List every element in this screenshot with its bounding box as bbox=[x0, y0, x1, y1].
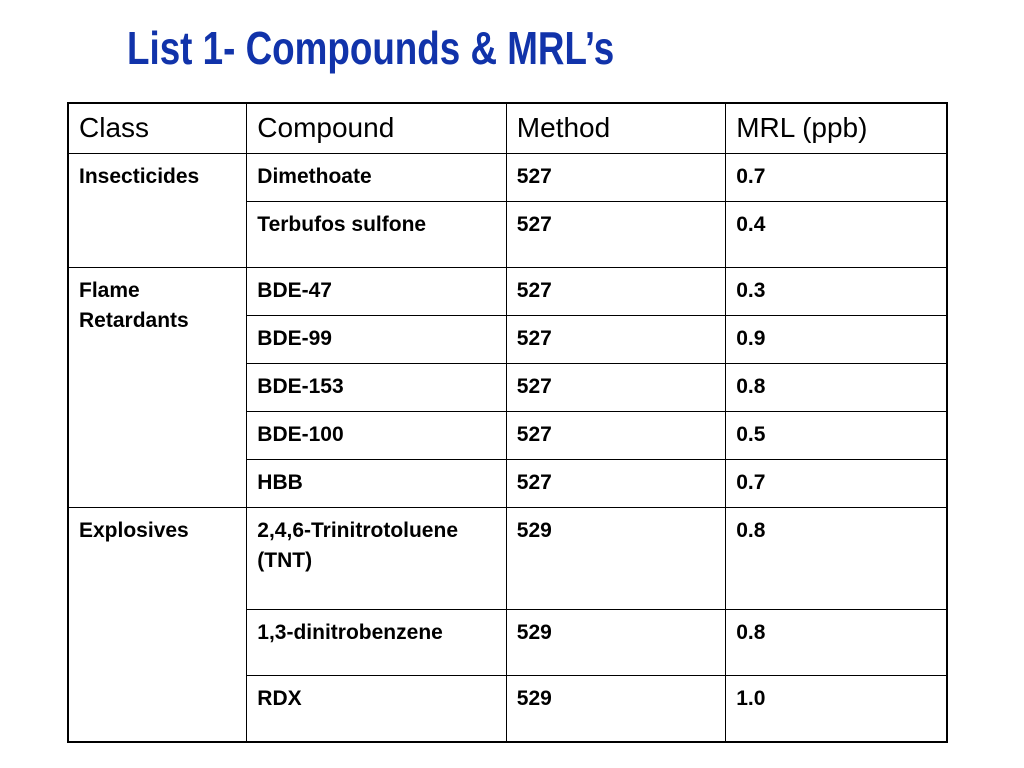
mrl-cell: 0.8 bbox=[726, 364, 947, 412]
header-mrl: MRL (ppb) bbox=[726, 103, 947, 154]
method-cell: 527 bbox=[506, 202, 725, 268]
compound-cell: BDE-100 bbox=[247, 412, 507, 460]
class-cell-insecticides: Insecticides bbox=[68, 154, 247, 268]
compound-cell: 1,3-dinitrobenzene bbox=[247, 610, 507, 676]
mrl-cell: 0.7 bbox=[726, 460, 947, 508]
compound-cell: RDX bbox=[247, 676, 507, 743]
mrl-cell: 1.0 bbox=[726, 676, 947, 743]
method-cell: 527 bbox=[506, 154, 725, 202]
compound-cell: 2,4,6-Trinitrotoluene (TNT) bbox=[247, 508, 507, 610]
mrl-cell: 0.9 bbox=[726, 316, 947, 364]
method-cell: 527 bbox=[506, 316, 725, 364]
header-class: Class bbox=[68, 103, 247, 154]
compound-cell: Terbufos sulfone bbox=[247, 202, 507, 268]
method-cell: 529 bbox=[506, 676, 725, 743]
compound-cell: BDE-47 bbox=[247, 268, 507, 316]
compound-cell: HBB bbox=[247, 460, 507, 508]
mrl-cell: 0.5 bbox=[726, 412, 947, 460]
class-cell-flame-retardants: Flame Retardants bbox=[68, 268, 247, 508]
method-cell: 527 bbox=[506, 412, 725, 460]
method-cell: 527 bbox=[506, 268, 725, 316]
page-title: List 1- Compounds & MRL’s bbox=[127, 22, 615, 74]
table-header-row bbox=[68, 103, 947, 154]
compounds-table bbox=[67, 102, 948, 743]
mrl-cell: 0.3 bbox=[726, 268, 947, 316]
compound-cell: BDE-153 bbox=[247, 364, 507, 412]
header-compound: Compound bbox=[247, 103, 507, 154]
method-cell: 529 bbox=[506, 610, 725, 676]
mrl-cell: 0.8 bbox=[726, 508, 947, 610]
class-cell-explosives: Explosives bbox=[68, 508, 247, 743]
method-cell: 527 bbox=[506, 460, 725, 508]
table-row bbox=[68, 268, 947, 316]
mrl-cell: 0.4 bbox=[726, 202, 947, 268]
compound-cell: BDE-99 bbox=[247, 316, 507, 364]
header-method: Method bbox=[506, 103, 725, 154]
mrl-cell: 0.8 bbox=[726, 610, 947, 676]
table-row bbox=[68, 508, 947, 610]
method-cell: 529 bbox=[506, 508, 725, 610]
compound-cell: Dimethoate bbox=[247, 154, 507, 202]
method-cell: 527 bbox=[506, 364, 725, 412]
table-row bbox=[68, 154, 947, 202]
mrl-cell: 0.7 bbox=[726, 154, 947, 202]
